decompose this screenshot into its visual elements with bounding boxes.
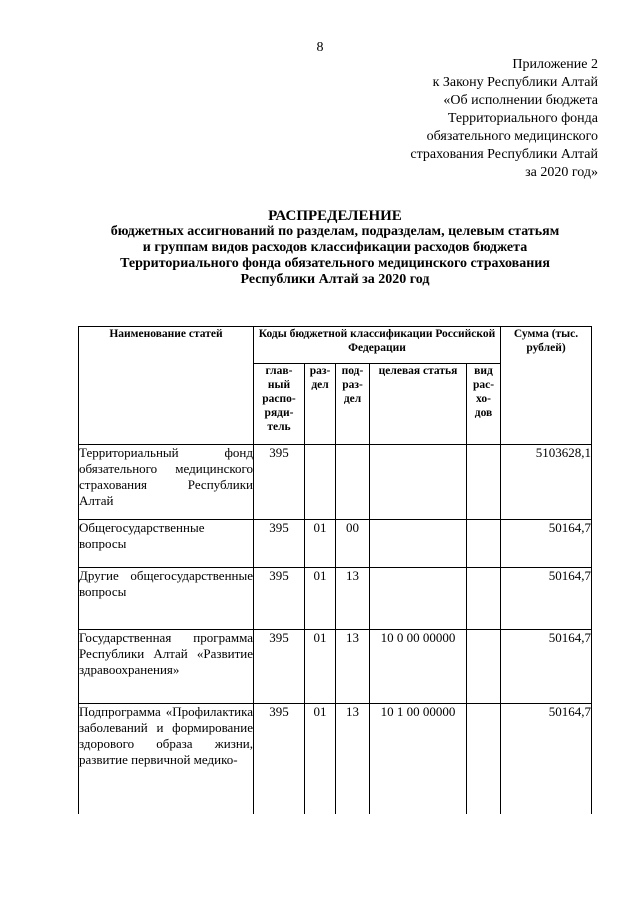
table-row — [79, 520, 592, 568]
header-name: Наименование статей — [79, 327, 254, 445]
row-rz: 01 — [305, 704, 336, 814]
appendix-line: за 2020 год» — [525, 165, 598, 180]
table-row — [79, 445, 592, 520]
row-pr: 13 — [336, 568, 370, 630]
appendix-line: Приложение 2 — [512, 57, 598, 72]
header-row — [79, 327, 592, 364]
appendix-line: Территориального фонда — [447, 111, 598, 126]
row-vr — [467, 568, 501, 630]
row-gr: 395 — [254, 445, 305, 520]
row-cs — [370, 520, 467, 568]
row-cs: 10 1 00 00000 — [370, 704, 467, 814]
row-gr: 395 — [254, 568, 305, 630]
page-number: 8 — [316, 40, 324, 55]
appendix-note — [410, 56, 598, 182]
row-name: Государственная программа Республики Алтай «Развитие здравоохранения» — [79, 630, 254, 704]
row-pr — [336, 445, 370, 520]
title-line: Территориального фонда обязательного медицинского страхования — [120, 256, 550, 271]
row-sum: 50164,7 — [501, 704, 592, 814]
header-codes-group: Коды бюджетной классификации Российской Федерации — [254, 327, 501, 364]
row-gr: 395 — [254, 630, 305, 704]
row-vr — [467, 704, 501, 814]
row-rz — [305, 445, 336, 520]
row-rz: 01 — [305, 630, 336, 704]
header-col-gr: глав- ный распо- ряди- тель — [254, 364, 305, 445]
table-row — [79, 704, 592, 814]
title-main: РАСПРЕДЕЛЕНИЕ — [268, 208, 402, 224]
row-rz: 01 — [305, 568, 336, 630]
row-pr: 13 — [336, 630, 370, 704]
row-pr: 13 — [336, 704, 370, 814]
row-vr — [467, 445, 501, 520]
row-gr: 395 — [254, 704, 305, 814]
row-name: Другие общегосударственные вопросы — [79, 568, 254, 630]
row-vr — [467, 520, 501, 568]
header-col-pr: под- раз- дел — [336, 364, 370, 445]
row-name: Подпрограмма «Профилактика заболеваний и формирование здорового образа жизни, развитие первичной медико- — [79, 704, 254, 814]
row-sum: 50164,7 — [501, 568, 592, 630]
row-cs — [370, 445, 467, 520]
row-name: Территориальный фонд обязательного медицинского страхования Республики Алтай — [79, 445, 254, 520]
title-line: и группам видов расходов классификации расходов бюджета — [142, 240, 528, 255]
header-col-rz: раз- дел — [305, 364, 336, 445]
row-vr — [467, 630, 501, 704]
row-sum: 5103628,1 — [501, 445, 592, 520]
row-sum: 50164,7 — [501, 520, 592, 568]
appendix-line: страхования Республики Алтай — [410, 147, 598, 162]
table-row — [79, 568, 592, 630]
row-cs: 10 0 00 00000 — [370, 630, 467, 704]
row-gr: 395 — [254, 520, 305, 568]
document-title — [80, 208, 590, 288]
row-name: Общегосударственные вопросы — [79, 520, 254, 568]
row-sum: 50164,7 — [501, 630, 592, 704]
appendix-line: к Закону Республики Алтай — [432, 75, 598, 90]
row-pr: 00 — [336, 520, 370, 568]
header-col-cs: целевая статья — [370, 364, 467, 445]
header-sum: Сумма (тыс. рублей) — [501, 327, 592, 445]
appendix-line: обязательного медицинского — [426, 129, 598, 144]
row-cs — [370, 568, 467, 630]
title-line: бюджетных ассигнований по разделам, подразделам, целевым статьям — [110, 224, 560, 239]
appendix-line: «Об исполнении бюджета — [443, 93, 598, 108]
header-col-vr: вид рас- хо- дов — [467, 364, 501, 445]
budget-table — [78, 326, 592, 814]
title-line: Республики Алтай за 2020 год — [240, 272, 430, 287]
table-row — [79, 630, 592, 704]
row-rz: 01 — [305, 520, 336, 568]
